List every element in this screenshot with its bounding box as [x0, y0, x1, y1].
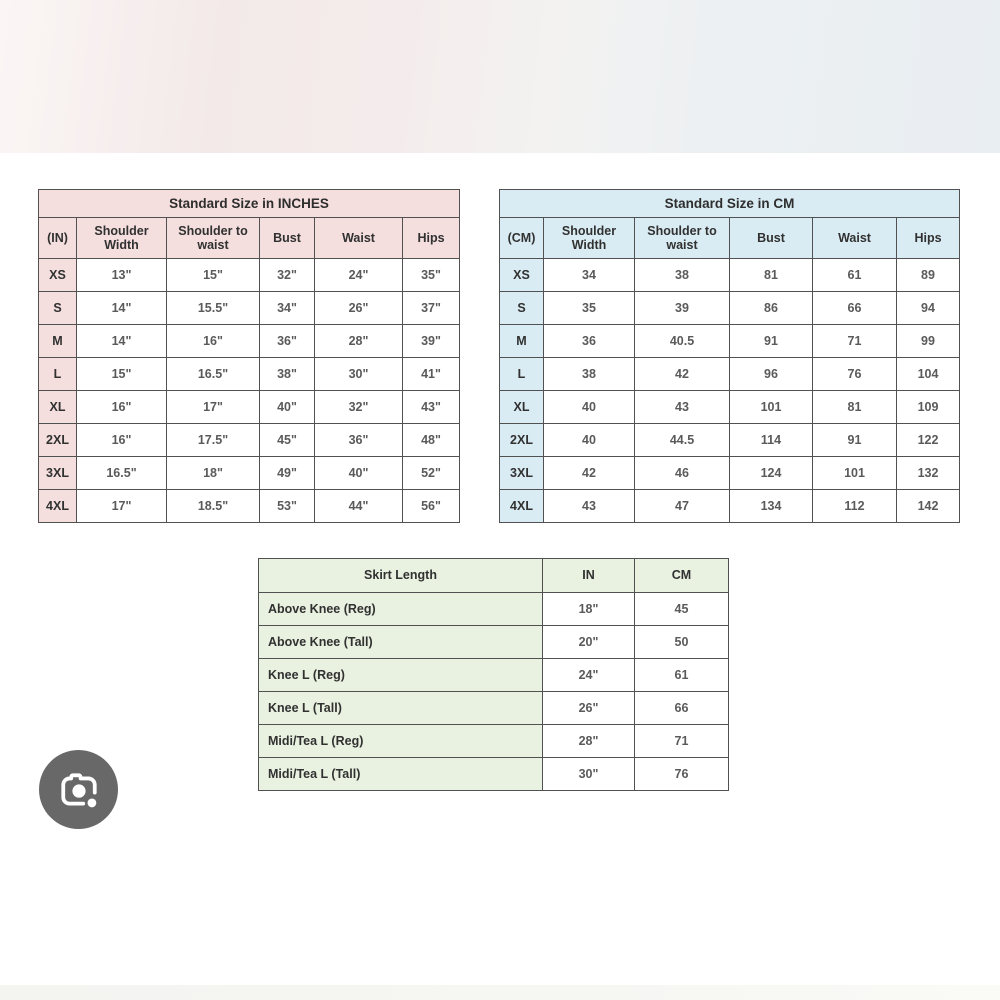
size-label: S [500, 292, 544, 325]
value-cell: 32" [315, 391, 403, 424]
table-title: Standard Size in INCHES [39, 190, 460, 218]
value-cell: 34 [544, 259, 635, 292]
value-cell: 42 [544, 457, 635, 490]
column-header: Shoulder Width [77, 218, 167, 259]
value-cell: 15" [167, 259, 260, 292]
value-cell: 26" [543, 692, 635, 725]
length-label: Knee L (Reg) [259, 659, 543, 692]
value-cell: 13" [77, 259, 167, 292]
size-label: XS [500, 259, 544, 292]
length-label: Knee L (Tall) [259, 692, 543, 725]
length-label: Above Knee (Tall) [259, 626, 543, 659]
value-cell: 40.5 [635, 325, 730, 358]
size-label: L [500, 358, 544, 391]
value-cell: 114 [730, 424, 813, 457]
value-cell: 142 [897, 490, 960, 523]
value-cell: 99 [897, 325, 960, 358]
value-cell: 56" [403, 490, 460, 523]
value-cell: 66 [635, 692, 729, 725]
table-row [500, 490, 960, 523]
value-cell: 28" [543, 725, 635, 758]
value-cell: 86 [730, 292, 813, 325]
size-label: 4XL [39, 490, 77, 523]
value-cell: 89 [897, 259, 960, 292]
table-row [500, 424, 960, 457]
unit-corner-cell: (CM) [500, 218, 544, 259]
column-header: Shoulder to waist [635, 218, 730, 259]
background-blur-bottom [0, 985, 1000, 1000]
value-cell: 109 [897, 391, 960, 424]
value-cell: 17" [77, 490, 167, 523]
column-header: Shoulder Width [544, 218, 635, 259]
value-cell: 34" [260, 292, 315, 325]
value-cell: 17.5" [167, 424, 260, 457]
value-cell: 40" [315, 457, 403, 490]
table-row [259, 659, 729, 692]
value-cell: 101 [730, 391, 813, 424]
value-cell: 30" [543, 758, 635, 791]
value-cell: 134 [730, 490, 813, 523]
size-label: 3XL [500, 457, 544, 490]
value-cell: 50 [635, 626, 729, 659]
value-cell: 36" [260, 325, 315, 358]
table-header-row [39, 218, 460, 259]
value-cell: 42 [635, 358, 730, 391]
value-cell: 61 [635, 659, 729, 692]
value-cell: 46 [635, 457, 730, 490]
value-cell: 16.5" [77, 457, 167, 490]
table-row [39, 292, 460, 325]
value-cell: 30" [315, 358, 403, 391]
table-row [500, 292, 960, 325]
table-row [39, 259, 460, 292]
size-label: L [39, 358, 77, 391]
value-cell: 15" [77, 358, 167, 391]
table-row [39, 325, 460, 358]
value-cell: 112 [813, 490, 897, 523]
length-label: Midi/Tea L (Tall) [259, 758, 543, 791]
value-cell: 124 [730, 457, 813, 490]
value-cell: 40 [544, 391, 635, 424]
table-row [39, 391, 460, 424]
length-label: Midi/Tea L (Reg) [259, 725, 543, 758]
column-header: CM [635, 559, 729, 593]
value-cell: 40 [544, 424, 635, 457]
background-blur-top [0, 0, 1000, 153]
table-row [259, 593, 729, 626]
column-header: Waist [315, 218, 403, 259]
value-cell: 26" [315, 292, 403, 325]
value-cell: 16" [167, 325, 260, 358]
size-label: M [39, 325, 77, 358]
value-cell: 48" [403, 424, 460, 457]
table-row [39, 457, 460, 490]
value-cell: 76 [635, 758, 729, 791]
value-cell: 38 [635, 259, 730, 292]
value-cell: 43" [403, 391, 460, 424]
lens-search-button[interactable] [39, 750, 118, 829]
value-cell: 24" [543, 659, 635, 692]
size-label: S [39, 292, 77, 325]
value-cell: 16" [77, 391, 167, 424]
value-cell: 61 [813, 259, 897, 292]
column-header: Waist [813, 218, 897, 259]
table-row [39, 424, 460, 457]
value-cell: 39" [403, 325, 460, 358]
table-title-row [39, 190, 460, 218]
value-cell: 49" [260, 457, 315, 490]
value-cell: 39 [635, 292, 730, 325]
value-cell: 18" [543, 593, 635, 626]
value-cell: 20" [543, 626, 635, 659]
value-cell: 96 [730, 358, 813, 391]
value-cell: 101 [813, 457, 897, 490]
value-cell: 91 [813, 424, 897, 457]
value-cell: 18" [167, 457, 260, 490]
column-header: Skirt Length [259, 559, 543, 593]
value-cell: 132 [897, 457, 960, 490]
size-label: 4XL [500, 490, 544, 523]
value-cell: 66 [813, 292, 897, 325]
size-label: XS [39, 259, 77, 292]
value-cell: 14" [77, 292, 167, 325]
skirt-length-table [258, 558, 729, 791]
camera-lens-icon [58, 769, 100, 811]
value-cell: 38" [260, 358, 315, 391]
value-cell: 36 [544, 325, 635, 358]
value-cell: 43 [544, 490, 635, 523]
value-cell: 47 [635, 490, 730, 523]
table-row [500, 259, 960, 292]
size-label: 3XL [39, 457, 77, 490]
table-row [39, 358, 460, 391]
value-cell: 38 [544, 358, 635, 391]
value-cell: 24" [315, 259, 403, 292]
value-cell: 37" [403, 292, 460, 325]
column-header: Bust [730, 218, 813, 259]
inches-size-table [38, 189, 460, 523]
value-cell: 15.5" [167, 292, 260, 325]
value-cell: 16" [77, 424, 167, 457]
value-cell: 71 [813, 325, 897, 358]
table-row [500, 358, 960, 391]
table-title: Standard Size in CM [500, 190, 960, 218]
value-cell: 36" [315, 424, 403, 457]
value-cell: 43 [635, 391, 730, 424]
value-cell: 81 [730, 259, 813, 292]
table-row [500, 391, 960, 424]
value-cell: 94 [897, 292, 960, 325]
value-cell: 81 [813, 391, 897, 424]
column-header: Shoulder to waist [167, 218, 260, 259]
table-title-row [500, 190, 960, 218]
value-cell: 17" [167, 391, 260, 424]
table-row [259, 725, 729, 758]
table-row [259, 692, 729, 725]
table-row [259, 626, 729, 659]
value-cell: 28" [315, 325, 403, 358]
value-cell: 44" [315, 490, 403, 523]
unit-corner-cell: (IN) [39, 218, 77, 259]
value-cell: 45" [260, 424, 315, 457]
size-label: M [500, 325, 544, 358]
cm-size-table [499, 189, 960, 523]
length-label: Above Knee (Reg) [259, 593, 543, 626]
value-cell: 71 [635, 725, 729, 758]
column-header: Bust [260, 218, 315, 259]
table-header-row [500, 218, 960, 259]
size-label: 2XL [39, 424, 77, 457]
value-cell: 91 [730, 325, 813, 358]
table-header-row [259, 559, 729, 593]
column-header: Hips [403, 218, 460, 259]
value-cell: 35" [403, 259, 460, 292]
value-cell: 53" [260, 490, 315, 523]
table-row [39, 490, 460, 523]
value-cell: 35 [544, 292, 635, 325]
value-cell: 44.5 [635, 424, 730, 457]
value-cell: 52" [403, 457, 460, 490]
column-header: IN [543, 559, 635, 593]
value-cell: 16.5" [167, 358, 260, 391]
value-cell: 76 [813, 358, 897, 391]
value-cell: 41" [403, 358, 460, 391]
size-label: 2XL [500, 424, 544, 457]
column-header: Hips [897, 218, 960, 259]
value-cell: 18.5" [167, 490, 260, 523]
value-cell: 122 [897, 424, 960, 457]
size-label: XL [39, 391, 77, 424]
value-cell: 104 [897, 358, 960, 391]
value-cell: 40" [260, 391, 315, 424]
table-row [500, 457, 960, 490]
value-cell: 32" [260, 259, 315, 292]
size-label: XL [500, 391, 544, 424]
table-row [259, 758, 729, 791]
value-cell: 14" [77, 325, 167, 358]
table-row [500, 325, 960, 358]
value-cell: 45 [635, 593, 729, 626]
